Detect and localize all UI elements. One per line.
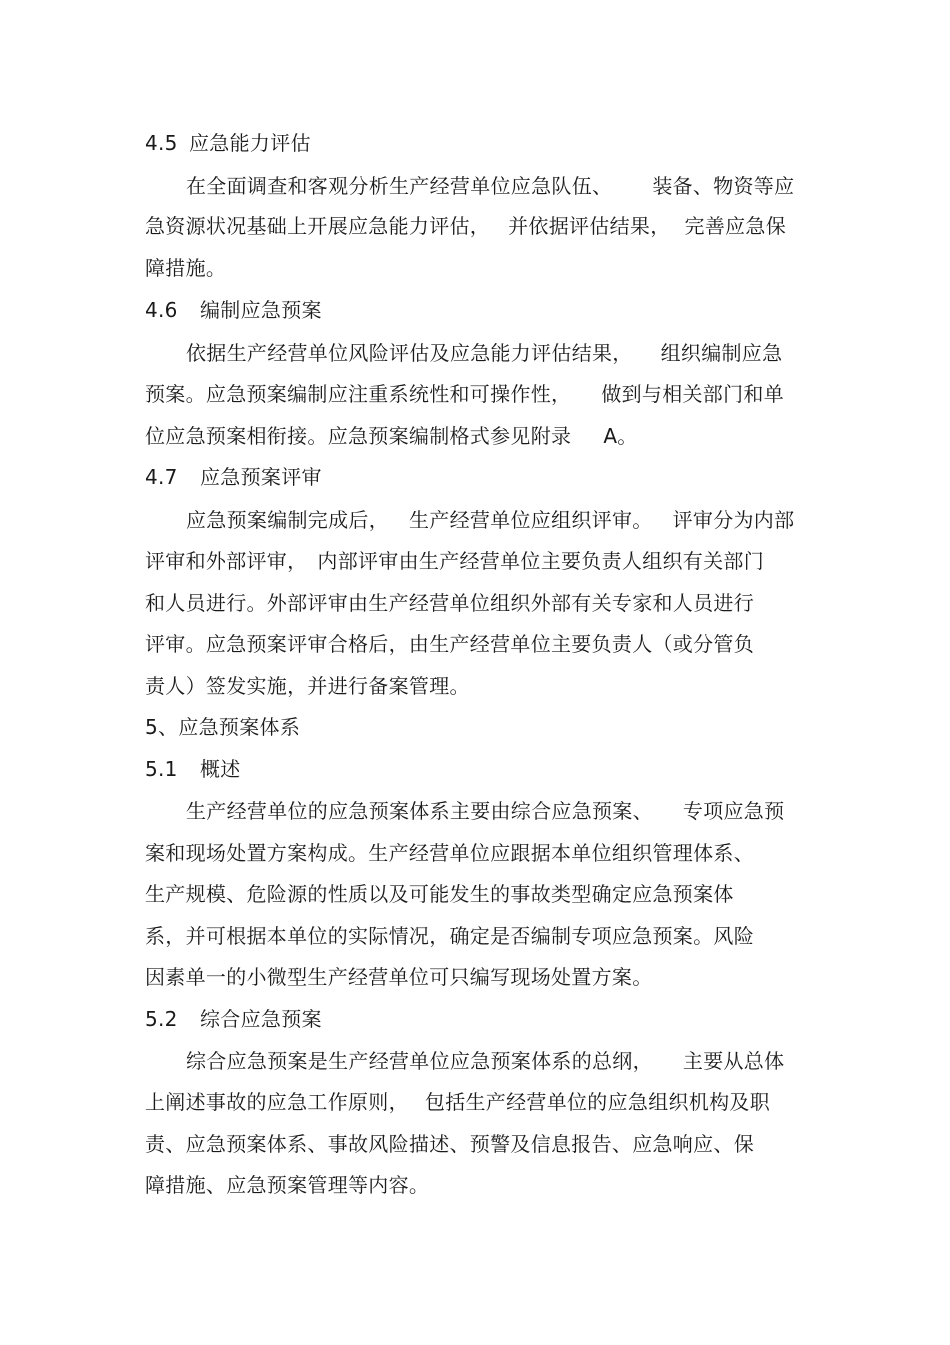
section-number: 4.7 <box>145 465 178 489</box>
text-run: 生产规模、危险源的性质以及可能发生的事故类型确定应急预案体 <box>145 882 734 906</box>
paragraph-line <box>145 1172 429 1198</box>
text-run: 评审和外部评审， <box>145 549 308 573</box>
text-run: 完善应急保 <box>684 214 787 238</box>
text-run: 因素单一的小微型生产经营单位可只编写现场处置方案。 <box>145 965 653 989</box>
text-run: 生产经营单位的应急预案体系主要由综合应急预案、 <box>186 799 653 823</box>
text-run: 急资源状况基础上开展应急能力评估， <box>145 214 491 238</box>
text-run: 做到与相关部门和单 <box>601 382 785 406</box>
text-run: 障措施、应急预案管理等内容。 <box>145 1173 430 1197</box>
text-run: 责、应急预案体系、事故风险描述、预警及信息报告、应急响应、保 <box>145 1132 754 1156</box>
section-title: 编制应急预案 <box>200 298 322 322</box>
paragraph-line <box>186 173 794 199</box>
section-title: 应急能力评估 <box>189 131 311 155</box>
section-number: 5.1 <box>145 757 178 781</box>
text-run: 内部评审由生产经营单位主要负责人组织有关部门 <box>317 549 765 573</box>
paragraph-line <box>145 590 754 616</box>
paragraph-line <box>145 673 470 699</box>
section-heading-4-7 <box>145 464 322 490</box>
text-run: 装备、物资等应 <box>652 174 795 198</box>
section-title: 综合应急预案 <box>200 1007 322 1031</box>
paragraph-line <box>145 840 754 866</box>
paragraph-line <box>186 340 782 366</box>
text-run: 责人）签发实施，并进行备案管理。 <box>145 674 470 698</box>
text-run: 评审。应急预案评审合格后，由生产经营单位主要负责人（或分管负 <box>145 632 754 656</box>
text-run: 依据生产经营单位风险评估及应急能力评估结果， <box>186 341 633 365</box>
paragraph-line <box>145 923 754 949</box>
text-run: 障措施。 <box>145 256 227 280</box>
paragraph-line <box>145 964 653 990</box>
text-run: 综合应急预案是生产经营单位应急预案体系的总纲， <box>186 1049 653 1073</box>
text-run: 评审分为内部 <box>672 508 795 532</box>
paragraph-line <box>145 881 734 907</box>
paragraph-line <box>145 255 226 281</box>
text-run: 组织编制应急 <box>660 341 783 365</box>
section-number: 5.2 <box>145 1007 178 1031</box>
paragraph-line <box>145 1131 754 1157</box>
paragraph-line <box>145 381 784 407</box>
paragraph-line <box>145 631 754 657</box>
text-run: 和人员进行。外部评审由生产经营单位组织外部有关专家和人员进行 <box>145 591 754 615</box>
text-run: 案和现场处置方案构成。生产经营单位应跟据本单位组织管理体系、 <box>145 841 754 865</box>
paragraph-line <box>186 1048 784 1074</box>
paragraph-line <box>145 1089 770 1115</box>
section-title: 应急预案评审 <box>200 465 322 489</box>
section-number: 4.5 <box>145 131 178 155</box>
text-run: 系，并可根据本单位的实际情况，确定是否编制专项应急预案。风险 <box>145 924 754 948</box>
paragraph-line <box>145 213 786 239</box>
section-heading-4-6 <box>145 297 322 323</box>
text-run: 预案。应急预案编制应注重系统性和可操作性， <box>145 382 572 406</box>
section-title: 概述 <box>200 757 241 781</box>
paragraph-line <box>186 798 784 824</box>
text-run: 专项应急预 <box>682 799 785 823</box>
section-heading-5-1 <box>145 756 241 782</box>
paragraph-line <box>145 548 764 574</box>
text-run: 应急预案编制完成后， <box>186 508 389 532</box>
text-run: 在全面调查和客观分析生产经营单位应急队伍、 <box>186 174 613 198</box>
text-run: 位应急预案相衔接。应急预案编制格式参见附录 <box>145 424 572 448</box>
section-title: 5、应急预案体系 <box>145 715 301 739</box>
text-run: 并依据评估结果， <box>508 214 671 238</box>
section-number: 4.6 <box>145 298 178 322</box>
paragraph-line <box>145 423 638 449</box>
text-run: 上阐述事故的应急工作原则， <box>145 1090 409 1114</box>
text-run: 生产经营单位应组织评审。 <box>409 508 653 532</box>
section-heading-5-2 <box>145 1006 322 1032</box>
section-heading-5 <box>145 714 300 740</box>
paragraph-line <box>186 507 794 533</box>
section-heading-4-5 <box>145 130 311 156</box>
text-run: A。 <box>603 424 638 448</box>
text-run: 主要从总体 <box>682 1049 785 1073</box>
text-run: 包括生产经营单位的应急组织机构及职 <box>424 1090 771 1114</box>
